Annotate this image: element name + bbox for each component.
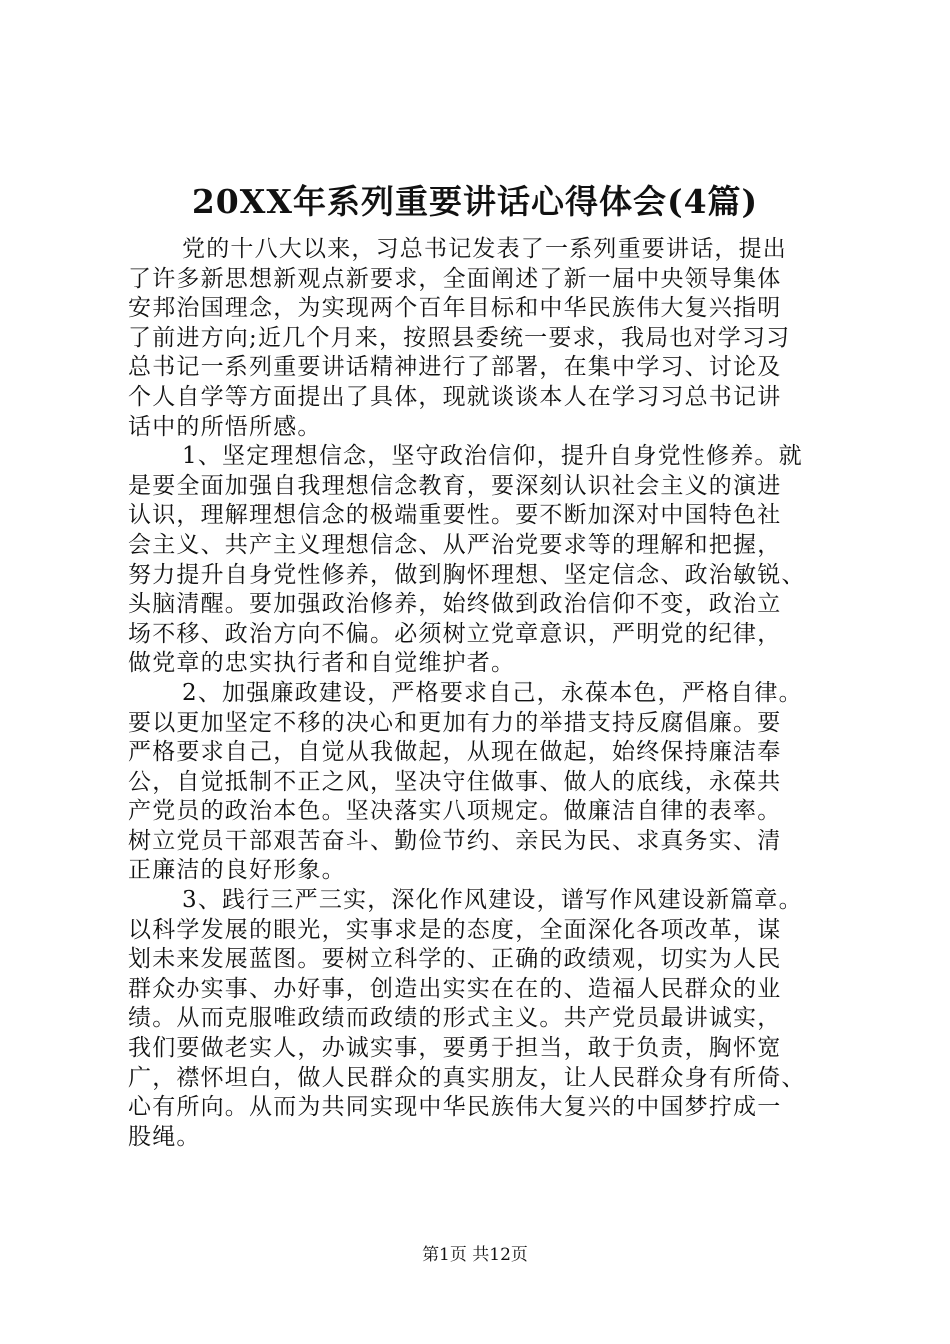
text-line: 做党章的忠实执行者和自觉维护者。 — [128, 650, 516, 677]
text-line: 绩。从而克服唯政绩而政绩的形式主义。共产党员最讲诚实， — [128, 1005, 782, 1032]
text-line: 认识，理解理想信念的极端重要性。要不断加深对中国特色社 — [128, 502, 782, 529]
text-line: 2、加强廉政建设，严格要求自己，永葆本色，严格自律。 — [182, 679, 803, 706]
text-line: 安邦治国理念，为实现两个百年目标和中华民族伟大复兴指明 — [128, 295, 782, 322]
text-line: 要以更加坚定不移的决心和更加有力的举措支持反腐倡廉。要 — [128, 709, 782, 736]
text-line: 我们要做老实人，办诚实事，要勇于担当，敢于负责，胸怀宽 — [128, 1035, 782, 1062]
text-line: 公，自觉抵制不正之风，坚决守住做事、做人的底线，永葆共 — [128, 768, 782, 795]
text-line: 树立党员干部艰苦奋斗、勤俭节约、亲民为民、求真务实、清 — [128, 827, 782, 854]
text-line: 严格要求自己，自觉从我做起，从现在做起，始终保持廉洁奉 — [128, 739, 782, 766]
text-line: 场不移、政治方向不偏。必须树立党章意识，严明党的纪律， — [128, 620, 782, 647]
text-line: 心有所向。从而为共同实现中华民族伟大复兴的中国梦拧成一 — [128, 1094, 782, 1121]
text-line: 以科学发展的眼光，实事求是的态度，全面深化各项改革，谋 — [128, 916, 782, 943]
text-line: 头脑清醒。要加强政治修养，始终做到政治信仰不变，政治立 — [128, 591, 782, 618]
text-line: 1、坚定理想信念，坚守政治信仰，提升自身党性修养。就 — [182, 443, 803, 470]
text-line: 是要全面加强自我理想信念教育，要深刻认识社会主义的演进 — [128, 472, 782, 499]
text-line: 努力提升自身党性修养，做到胸怀理想、坚定信念、政治敏锐、 — [128, 561, 806, 588]
page-number: 第1页 共12页 — [422, 1245, 528, 1265]
page-title: 20XX年系列重要讲话心得体会(4篇) — [191, 182, 759, 221]
text-line: 话中的所悟所感。 — [128, 413, 322, 440]
text-line: 会主义、共产主义理想信念、从严治党要求等的理解和把握， — [128, 531, 782, 558]
text-line: 个人自学等方面提出了具体，现就谈谈本人在学习习总书记讲 — [128, 383, 782, 410]
text-line: 3、践行三严三实，深化作风建设，谱写作风建设新篇章。 — [182, 887, 803, 914]
document-body — [128, 235, 838, 1152]
text-line: 股绳。 — [128, 1123, 201, 1150]
text-line: 正廉洁的良好形象。 — [128, 857, 346, 884]
text-line: 党的十八大以来，习总书记发表了一系列重要讲话，提出 — [182, 236, 787, 262]
text-line: 了许多新思想新观点新要求，全面阐述了新一届中央领导集体 — [128, 265, 782, 292]
text-line: 划未来发展蓝图。要树立科学的、正确的政绩观，切实为人民 — [128, 946, 782, 973]
text-line: 广，襟怀坦白，做人民群众的真实朋友，让人民群众身有所倚、 — [128, 1064, 806, 1091]
text-line: 总书记一系列重要讲话精神进行了部署，在集中学习、讨论及 — [128, 354, 782, 381]
text-line: 群众办实事、办好事，创造出实实在在的、造福人民群众的业 — [128, 975, 782, 1002]
text-line: 了前进方向;近几个月来，按照县委统一要求，我局也对学习习 — [128, 324, 791, 351]
text-line: 产党员的政治本色。坚决落实八项规定。做廉洁自律的表率。 — [128, 798, 782, 825]
